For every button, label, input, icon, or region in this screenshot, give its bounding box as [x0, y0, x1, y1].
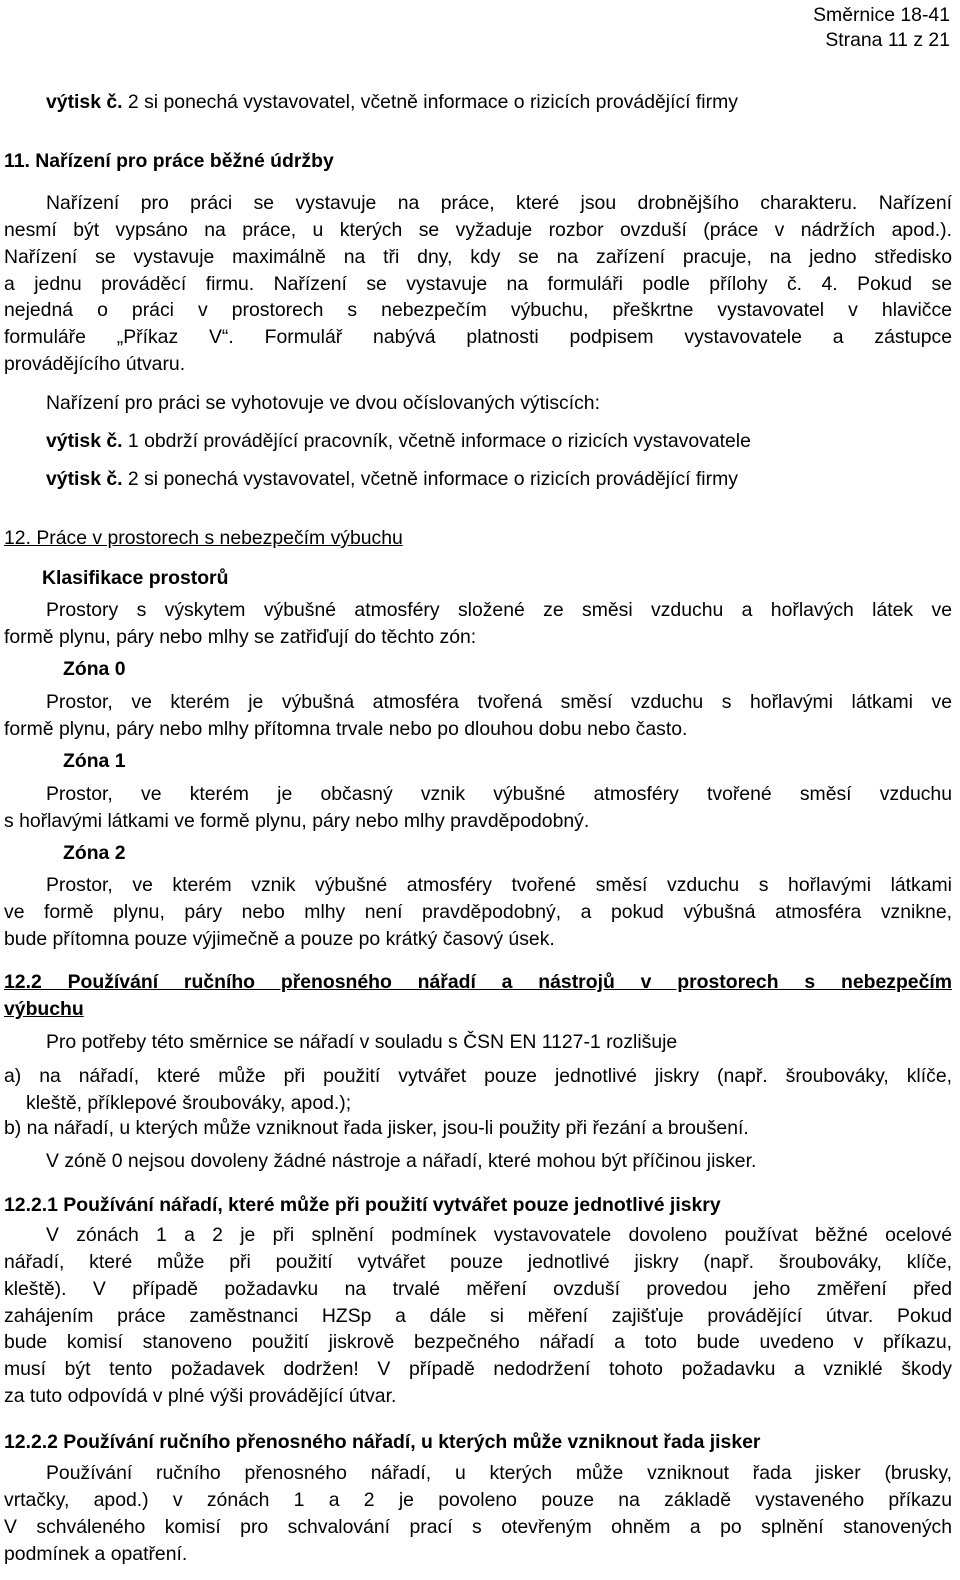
- s11-p2: Nařízení pro práci se vyhotovuje ve dvou očíslovaných výtiscích:: [46, 392, 600, 414]
- section-12-heading: 12. Práce v prostorech s nebezpečím výbuchu: [4, 527, 403, 549]
- classification-subheading: Klasifikace prostorů: [42, 567, 229, 589]
- s11-p1-line: nesmí být vypsáno na práce, u kterých se vyžaduje rozbor ovzduší (práce v nádržích apod.).: [4, 219, 952, 241]
- directive-number: Směrnice 18-41: [813, 4, 950, 26]
- zone-2-line: ve formě plynu, páry nebo mlhy není pravděpodobný, a pokud výbušná atmosféra vznikne,: [4, 901, 952, 923]
- copy-text: 2 si ponechá vystavovatel, včetně informace o rizicích provádějící firmy: [122, 468, 738, 490]
- s12-intro-line: formě plynu, páry nebo mlhy se zatřiďují do těchto zón:: [4, 626, 477, 648]
- zone-0-line: formě plynu, páry nebo mlhy přítomna trvale nebo po dlouhou dobu nebo často.: [4, 718, 688, 740]
- zone-2-line: bude přítomna pouze výjimečně a pouze po krátký časový úsek.: [4, 928, 555, 950]
- item-b-line: b) na nářadí, u kterých může vzniknout řada jisker, jsou-li použity při řezání a broušení.: [4, 1117, 749, 1139]
- copy-label: výtisk č.: [46, 91, 123, 113]
- zone-1-line: Prostor, ve kterém je občasný vznik výbušné atmosféry tvořené směsí vzduchu: [46, 783, 952, 805]
- item-a-line: kleště, příklepové šroubováky, apod.);: [26, 1092, 352, 1114]
- copy-text: 1 obdrží provádějící pracovník, včetně informace o rizicích vystavovatele: [122, 430, 751, 452]
- zone-0-title: Zóna 0: [63, 658, 126, 680]
- section-11-heading: 11. Nařízení pro práce běžné údržby: [4, 150, 334, 172]
- s1221-line: V zónách 1 a 2 je při splnění podmínek vystavovatele dovoleno používat běžné ocelové: [46, 1224, 952, 1246]
- copy-text: 2 si ponechá vystavovatel, včetně informace o rizicích provádějící firmy: [122, 91, 738, 113]
- page-number: Strana 11 z 21: [825, 29, 950, 51]
- s11-p1-line: provádějícího útvaru.: [4, 353, 186, 375]
- copy-2-line: [46, 466, 738, 492]
- s1221-line: bude komisí stanoveno použití jiskrově bezpečného nářadí a toto bude uvedeno v příkazu,: [4, 1331, 952, 1353]
- s11-p1-line: formuláře „Příkaz V“. Formulář nabývá platnosti podpisem vystavovatele a zástupce: [4, 326, 952, 348]
- page-header: [813, 3, 950, 53]
- section-12-2-2-heading: 12.2.2 Používání ručního přenosného nářadí, u kterých může vzniknout řada jisker: [4, 1431, 761, 1453]
- s1221-line: zahájením práce zaměstnanci HZSp a dále si měření zajišťuje provádějící útvar. Pokud: [4, 1305, 952, 1327]
- s1222-line: V schváleného komisí pro schvalování prací s otevřeným ohněm a po splnění stanovených: [4, 1516, 952, 1538]
- s11-p1-line: Nařízení se vystavuje maximálně na tři dny, kdy se na zařízení pracuje, na jedno středisko: [4, 246, 952, 268]
- s1221-line: musí být tento požadavek dodržen! V případě nedodržení tohoto požadavku a vzniklé škody: [4, 1358, 952, 1380]
- s12-intro-line: Prostory s výskytem výbušné atmosféry složené ze směsi vzduchu a hořlavých látek ve: [46, 599, 952, 621]
- copy-2-line-top: [46, 89, 738, 115]
- s11-p1-line: nejedná o práci v prostorech s nebezpečím výbuchu, přeškrtne vystavovatel v hlavičce: [4, 299, 952, 321]
- s1221-line: za tuto odpovídá v plné výši provádějící útvar.: [4, 1385, 397, 1407]
- copy-1-line: [46, 428, 751, 454]
- copy-label: výtisk č.: [46, 430, 123, 452]
- s1222-line: podmínek a opatření.: [4, 1543, 188, 1565]
- s11-p1-line: Nařízení pro práci se vystavuje na práce, které jsou drobnějšího charakteru. Nařízení: [46, 192, 952, 214]
- zone-2-title: Zóna 2: [63, 842, 126, 864]
- zone-0-note: V zóně 0 nejsou dovoleny žádné nástroje a nářadí, které mohou být příčinou jisker.: [46, 1150, 757, 1172]
- s1221-line: nářadí, které může při použití vytvářet pouze jednotlivé jiskry (např. šroubováky, klíče,: [4, 1251, 952, 1273]
- item-a-line: a) na nářadí, které může při použití vytvářet pouze jednotlivé jiskry (např. šroubováky, klíče,: [4, 1065, 952, 1087]
- zone-2-line: Prostor, ve kterém vznik výbušné atmosféry tvořené směsí vzduchu s hořlavými látkami: [46, 874, 952, 896]
- copy-label: výtisk č.: [46, 468, 123, 490]
- section-12-2-heading: výbuchu: [4, 998, 84, 1020]
- s1222-line: Používání ručního přenosného nářadí, u kterých může vzniknout řada jisker (brusky,: [46, 1462, 952, 1484]
- section-12-2-1-heading: 12.2.1 Používání nářadí, které může při použití vytvářet pouze jednotlivé jiskry: [4, 1194, 721, 1216]
- s12-2-intro: Pro potřeby této směrnice se nářadí v souladu s ČSN EN 1127-1 rozlišuje: [46, 1031, 678, 1053]
- section-12-2-heading: 12.2 Používání ručního přenosného nářadí a nástrojů v prostorech s nebezpečím: [4, 971, 952, 993]
- s1222-line: vrtačky, apod.) v zónách 1 a 2 je povoleno pouze na základě vystaveného příkazu: [4, 1489, 952, 1511]
- zone-0-line: Prostor, ve kterém je výbušná atmosféra tvořená směsí vzduchu s hořlavými látkami ve: [46, 691, 952, 713]
- s11-p1-line: a jednu prováděcí firmu. Nařízení se vystavuje na formuláři podle přílohy č. 4. Pokud se: [4, 273, 952, 295]
- zone-1-title: Zóna 1: [63, 750, 126, 772]
- s1221-line: kleště). V případě požadavku na trvalé měření ovzduší provedou jeho změření před: [4, 1278, 952, 1300]
- zone-1-line: s hořlavými látkami ve formě plynu, páry nebo mlhy pravděpodobný.: [4, 810, 590, 832]
